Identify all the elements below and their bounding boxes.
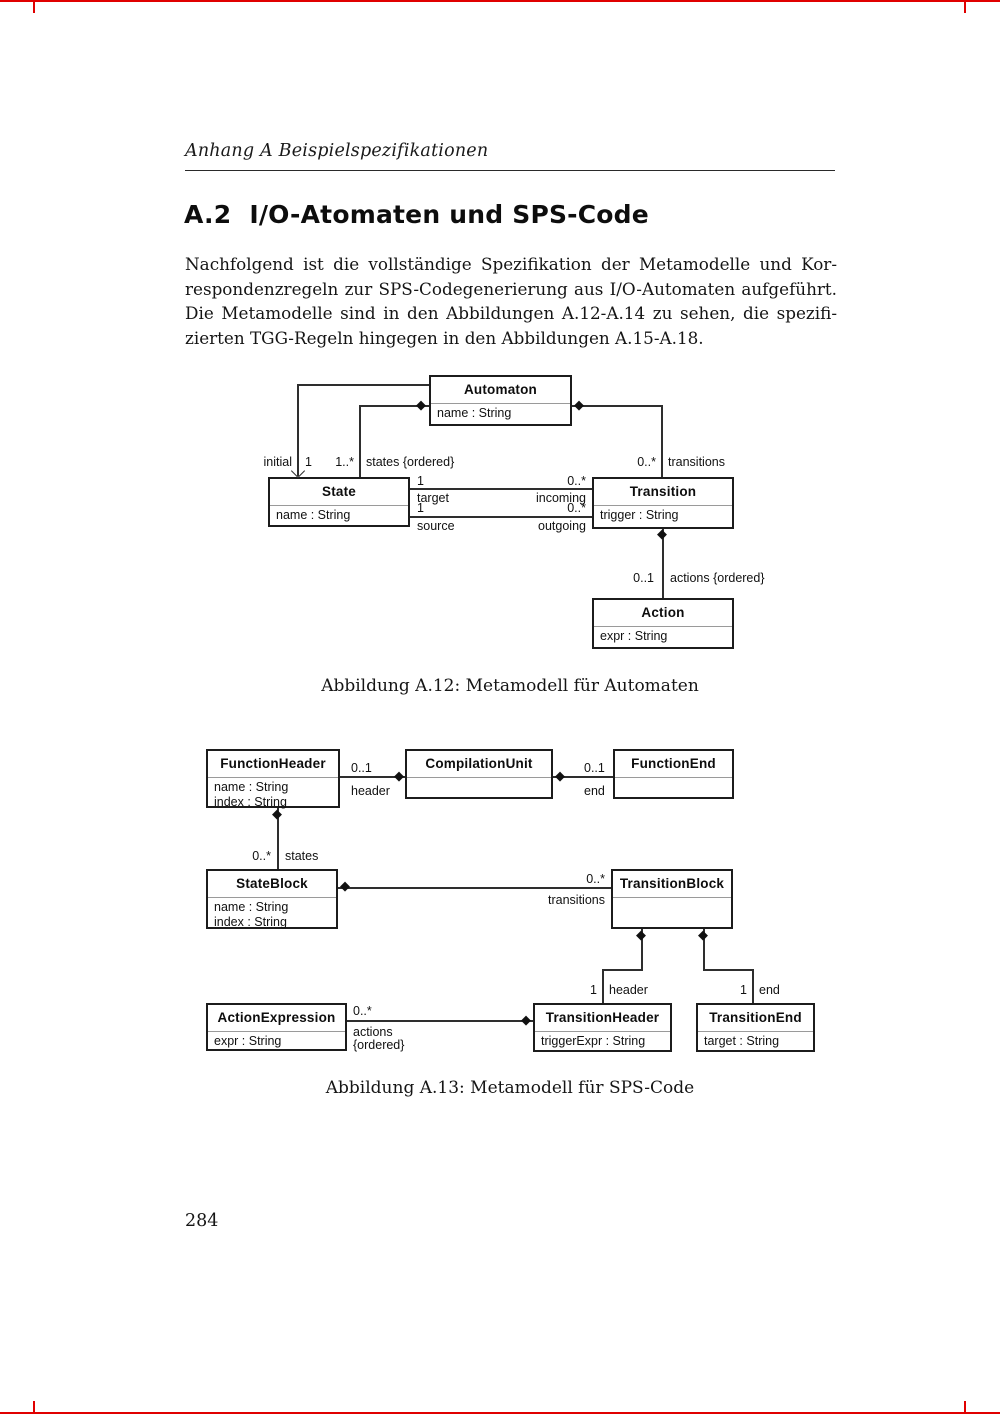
uml-class-action-expression <box>206 1003 347 1051</box>
assoc-initial-hline <box>298 384 429 386</box>
comp-mult-label: 1 <box>590 983 597 997</box>
class-name: CompilationUnit <box>407 751 551 778</box>
composition-diamond-icon: ◆ <box>416 398 426 413</box>
section-number: A.2 <box>184 200 232 229</box>
comp-mult-label: 0..* <box>353 1004 372 1018</box>
paragraph-line: Die Metamodelle sind in den Abbildungen A.12-A.14 zu sehen, die spezifi- <box>185 303 837 324</box>
paragraph-line: respondenzregeln zur SPS-Codegenerierung aus I/O-Automaten aufgeführt. <box>185 278 837 299</box>
composition-diamond-icon: ◆ <box>574 398 584 413</box>
assoc-mult-label: 0..* <box>567 474 586 488</box>
running-header: Anhang A Beispielspezifikationen <box>185 141 489 161</box>
trim-mark-top <box>0 0 1000 2</box>
comp-mult-label: 0..1 <box>633 571 654 585</box>
trim-mark-bottom-right <box>964 1401 966 1414</box>
figure-caption-a12: Abbildung A.12: Metamodell für Automaten <box>321 676 699 696</box>
class-name: TransitionEnd <box>698 1005 813 1032</box>
uml-class-action <box>592 598 734 649</box>
page-number: 284 <box>185 1211 219 1231</box>
assoc-target-line <box>410 488 592 490</box>
assoc-mult-label: 1 <box>417 474 424 488</box>
class-attribute: target : String <box>704 1034 780 1048</box>
assoc-role-label: incoming <box>535 491 586 505</box>
comp-mult-label: 0..* <box>637 455 656 469</box>
comp-th-vline2 <box>602 969 604 1003</box>
comp-role-label: end <box>584 784 605 798</box>
composition-diamond-icon: ◆ <box>272 807 282 822</box>
uml-class-function-header <box>206 749 340 808</box>
header-rule <box>185 170 835 171</box>
trim-mark-top-left <box>33 0 35 13</box>
class-attribute: triggerExpr : String <box>541 1034 646 1048</box>
class-attribute: expr : String <box>214 1034 282 1048</box>
comp-te-vline2 <box>752 969 754 1003</box>
trim-mark-bottom <box>0 1412 1000 1414</box>
comp-role-label: actions <box>353 1025 393 1039</box>
composition-diamond-icon: ◆ <box>340 879 350 894</box>
trim-mark-bottom-left <box>33 1401 35 1414</box>
uml-class-compilation-unit <box>405 749 553 799</box>
comp-role-label: header <box>609 983 648 997</box>
composition-diamond-icon: ◆ <box>657 527 667 542</box>
comp-transitions-line <box>338 887 611 889</box>
comp-actions-line <box>347 1020 533 1022</box>
intro-paragraph <box>185 252 837 350</box>
comp-mult-label: 0..1 <box>584 761 605 775</box>
composition-diamond-icon: ◆ <box>394 769 404 784</box>
uml-class-transition <box>592 477 734 529</box>
class-attribute: index : String <box>214 794 287 809</box>
class-attribute: name : String <box>214 780 289 794</box>
comp-mult-label: 0..* <box>252 849 271 863</box>
open-arrowhead-icon <box>291 464 305 478</box>
composition-diamond-icon: ◆ <box>555 769 565 784</box>
comp-mult-label: 0..1 <box>351 761 372 775</box>
composition-diamond-icon: ◆ <box>636 928 646 943</box>
trim-mark-top-right <box>964 0 966 13</box>
class-name: TransitionHeader <box>535 1005 670 1032</box>
uml-class-automaton <box>429 375 572 426</box>
section-title <box>184 200 649 229</box>
empty-compartment <box>407 778 551 797</box>
comp-mult-label: 1..* <box>335 455 354 469</box>
class-attribute: expr : String <box>600 629 668 643</box>
comp-te-hline <box>703 969 754 971</box>
paragraph-line: zierten TGG-Regeln hingegen in den Abbildungen A.15-A.18. <box>185 327 704 348</box>
uml-class-transition-block <box>611 869 733 929</box>
uml-class-transition-header <box>533 1003 672 1052</box>
assoc-role-label: source <box>417 519 455 533</box>
class-name: Automaton <box>431 377 570 404</box>
composition-diamond-icon: ◆ <box>698 928 708 943</box>
class-attribute: trigger : String <box>600 508 679 522</box>
comp-states-vline <box>359 405 361 477</box>
assoc-mult-label: 1 <box>305 455 312 469</box>
comp-mult-label: 1 <box>740 983 747 997</box>
uml-class-transition-end <box>696 1003 815 1052</box>
comp-role-label: header <box>351 784 390 798</box>
comp-role-label: transitions <box>548 893 605 907</box>
class-name: State <box>270 479 408 506</box>
comp-transitions-vline <box>661 405 663 477</box>
class-name: FunctionEnd <box>615 751 732 778</box>
comp-role-label: states <box>285 849 319 863</box>
comp-role-label: states {ordered} <box>366 455 455 469</box>
class-name: TransitionBlock <box>613 871 731 898</box>
paragraph-line: Nachfolgend ist die vollständige Spezifikation der Metamodelle und Kor- <box>185 254 837 274</box>
section-title-text: I/O-Atomaten und SPS-Code <box>249 200 649 229</box>
comp-th-hline <box>602 969 643 971</box>
assoc-mult-label: 1 <box>417 501 424 515</box>
class-attribute: name : String <box>276 508 351 522</box>
figure-caption-a13: Abbildung A.13: Metamodell für SPS-Code <box>325 1078 695 1098</box>
class-attribute: name : String <box>437 406 512 420</box>
uml-class-state-block <box>206 869 338 929</box>
composition-diamond-icon: ◆ <box>521 1013 531 1028</box>
class-attribute: name : String <box>214 900 289 914</box>
assoc-mult-label: 0..* <box>567 501 586 515</box>
uml-class-state <box>268 477 410 527</box>
empty-compartment <box>613 898 731 927</box>
empty-compartment <box>615 778 732 797</box>
comp-role-label: end <box>759 983 780 997</box>
comp-role-label: actions {ordered} <box>670 571 765 585</box>
class-name: Action <box>594 600 732 627</box>
comp-mult-label: 0..* <box>586 872 605 886</box>
assoc-role-label: outgoing <box>538 519 586 533</box>
comp-constraint-label: {ordered} <box>353 1038 405 1052</box>
assoc-source-line <box>410 516 592 518</box>
comp-role-label: transitions <box>668 455 725 469</box>
class-name: ActionExpression <box>208 1005 345 1032</box>
class-name: FunctionHeader <box>208 751 338 778</box>
assoc-role-label: initial <box>263 455 292 469</box>
assoc-initial-vline <box>297 384 299 476</box>
class-name: Transition <box>594 479 732 506</box>
assoc-role-label: target <box>417 491 449 505</box>
uml-class-function-end <box>613 749 734 799</box>
class-name: StateBlock <box>208 871 336 898</box>
class-attribute: index : String <box>214 914 287 929</box>
